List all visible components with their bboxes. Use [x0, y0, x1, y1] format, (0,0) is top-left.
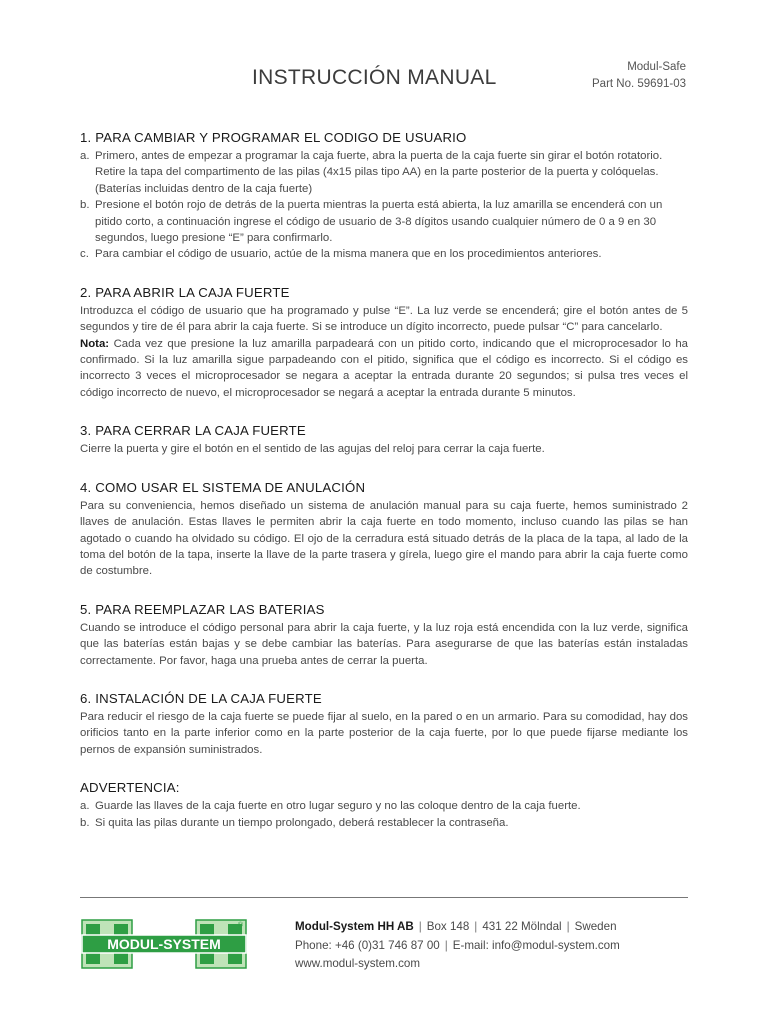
- separator: |: [474, 920, 478, 933]
- separator: |: [444, 938, 448, 952]
- footer-divider: [80, 897, 688, 898]
- section-heading: 5. PARA REEMPLAZAR LAS BATERIAS: [80, 601, 325, 617]
- document-title: INSTRUCCIÓN MANUAL: [252, 66, 497, 89]
- list-marker: c.: [80, 248, 89, 261]
- list-text: Si quita las pilas durante un tiempo prolongado, deberá restablecer la contraseña.: [95, 816, 509, 829]
- product-info: [592, 59, 686, 93]
- note-label: Nota:: [80, 337, 110, 350]
- phone-number: Phone: +46 (0)31 746 87 00: [295, 938, 440, 952]
- part-number: Part No. 59691-03: [592, 78, 686, 90]
- list-marker: b.: [80, 816, 90, 829]
- section-heading: 3. PARA CERRAR LA CAJA FUERTE: [80, 423, 306, 439]
- product-name: Modul-Safe: [627, 61, 686, 73]
- list-text: Guarde las llaves de la caja fuerte en otro lugar seguro y no las coloque dentro de la caja fuerte.: [95, 800, 581, 813]
- list-text: Para cambiar el código de usuario, actúe de la misma manera que en los procedimientos anteriores.: [95, 248, 602, 261]
- list-marker: a.: [80, 150, 90, 162]
- manual-content: [80, 130, 688, 852]
- list-text: Primero, antes de empezar a programar la caja fuerte, abra la puerta de la caja fuerte sin girar el botón rotatorio. Retire la tapa del compartimento de las pilas (4x15 pilas tipo AA) en la parte posterior de la puerta y colóquelas. (Baterías incluidas dentro de la caja fuerte): [95, 150, 663, 195]
- company-name: Modul-System HH AB: [295, 920, 414, 933]
- section-body: Para su conveniencia, hemos diseñado un sistema de anulación manual para su caja fuerte, hemos suministrado 2 llaves de anulación. Estas llaves le permiten abrir la caja fuerte en todo momento, incluso cuando las pilas se han agotado o cuando ha olvidado su código. El ojo de la cerradura está situado detrás de la placa de la tapa, al lado de la toma del botón de la tapa, inserte la llave de la parte trasera y gírela, luego gire el mando para abrir la caja fuerte como de costumbre.: [80, 499, 688, 578]
- list-item: [80, 197, 688, 246]
- postal-city: 431 22 Mölndal: [482, 920, 562, 933]
- section-close-safe: [80, 423, 688, 457]
- website-url: www.modul-system.com: [295, 957, 420, 970]
- registered-mark: ®: [237, 922, 243, 929]
- country: Sweden: [574, 920, 617, 933]
- postbox: Box 148: [426, 920, 470, 933]
- list-item: [80, 148, 688, 197]
- section-change-code: [80, 130, 688, 263]
- section-heading: 6. INSTALACIÓN DE LA CAJA FUERTE: [80, 690, 322, 706]
- list-item: [80, 246, 688, 262]
- note-text: Cada vez que presione la luz amarilla parpadeará con un pitido corto, indicando que el microprocesador lo ha confirmado. Si la luz amarilla sigue parpadeando con el pitido, significa que el código es incorrecto. Si el código es incorrecto 3 veces el microprocesador se negara a aceptar la entrada durante 20 segundos; si pulsa tres veces el código incorrecto de nuevo, el microprocesador se negará a aceptar la entrada durante 5 minutos.: [80, 337, 689, 399]
- section-installation: [80, 691, 688, 758]
- section-heading: 4. COMO USAR EL SISTEMA DE ANULACIÓN: [80, 479, 366, 495]
- list-marker: a.: [80, 800, 90, 813]
- section-heading: ADVERTENCIA:: [80, 780, 180, 796]
- section-heading: 1. PARA CAMBIAR Y PROGRAMAR EL CODIGO DE USUARIO: [80, 130, 467, 145]
- separator: |: [566, 920, 570, 933]
- section-body: Para reducir el riesgo de la caja fuerte se puede fijar al suelo, en la pared o en un armario. Para su comodidad, hay dos orificios tanto en la parte inferior como en la parte posterior de la caja fuerte, por lo que puede fijarse mediante los pernos de expansión suministrados.: [80, 710, 688, 756]
- section-open-safe: [80, 285, 688, 401]
- company-address-line: [295, 918, 620, 937]
- list-item: [80, 798, 688, 814]
- list-item: [80, 815, 688, 831]
- list-text: Presione el botón rojo de detrás de la puerta mientras la puerta está abierta, la luz amarilla se encenderá con un pitido corto, a continuación ingrese el código de usuario de 3-8 dígitos usando cualquier número de 0 a 9 en 30 segundos, luego presione “E” para confirmarlo.: [95, 199, 663, 245]
- section-override-system: [80, 480, 688, 580]
- section-warning: [80, 780, 688, 831]
- section-replace-batteries: [80, 602, 688, 669]
- document-header: [0, 0, 768, 110]
- note-paragraph: [80, 336, 688, 402]
- section-body: Cierre la puerta y gire el botón en el sentido de las agujas del reloj para cerrar la caja fuerte.: [80, 443, 545, 456]
- list-marker: b.: [80, 199, 90, 212]
- separator: |: [418, 920, 422, 933]
- email-address: E-mail: info@modul-system.com: [452, 938, 620, 952]
- section-body: Introduzca el código de usuario que ha programado y pulse “E”. La luz verde se encenderá; gire el botón antes de 5 segundos y tire de él para abrir la caja fuerte. Si se introduce un dígito incorrecto, puede pulsar “C” para cancelarlo.: [80, 304, 688, 334]
- company-contact: [295, 918, 620, 974]
- section-body: Cuando se introduce el código personal para abrir la caja fuerte, y la luz roja está encendida con la luz verde, significa que las baterías están bajas y se debe cambiar las baterías. Para asegurarse de que las baterías están instaladas correctamente. Por favor, haga una prueba antes de cerrar la puerta.: [80, 621, 688, 667]
- modul-system-logo: [80, 918, 248, 970]
- logo-wordmark: MODUL-SYSTEM: [107, 936, 221, 952]
- section-heading: 2. PARA ABRIR LA CAJA FUERTE: [80, 284, 290, 300]
- contact-line: [295, 937, 620, 956]
